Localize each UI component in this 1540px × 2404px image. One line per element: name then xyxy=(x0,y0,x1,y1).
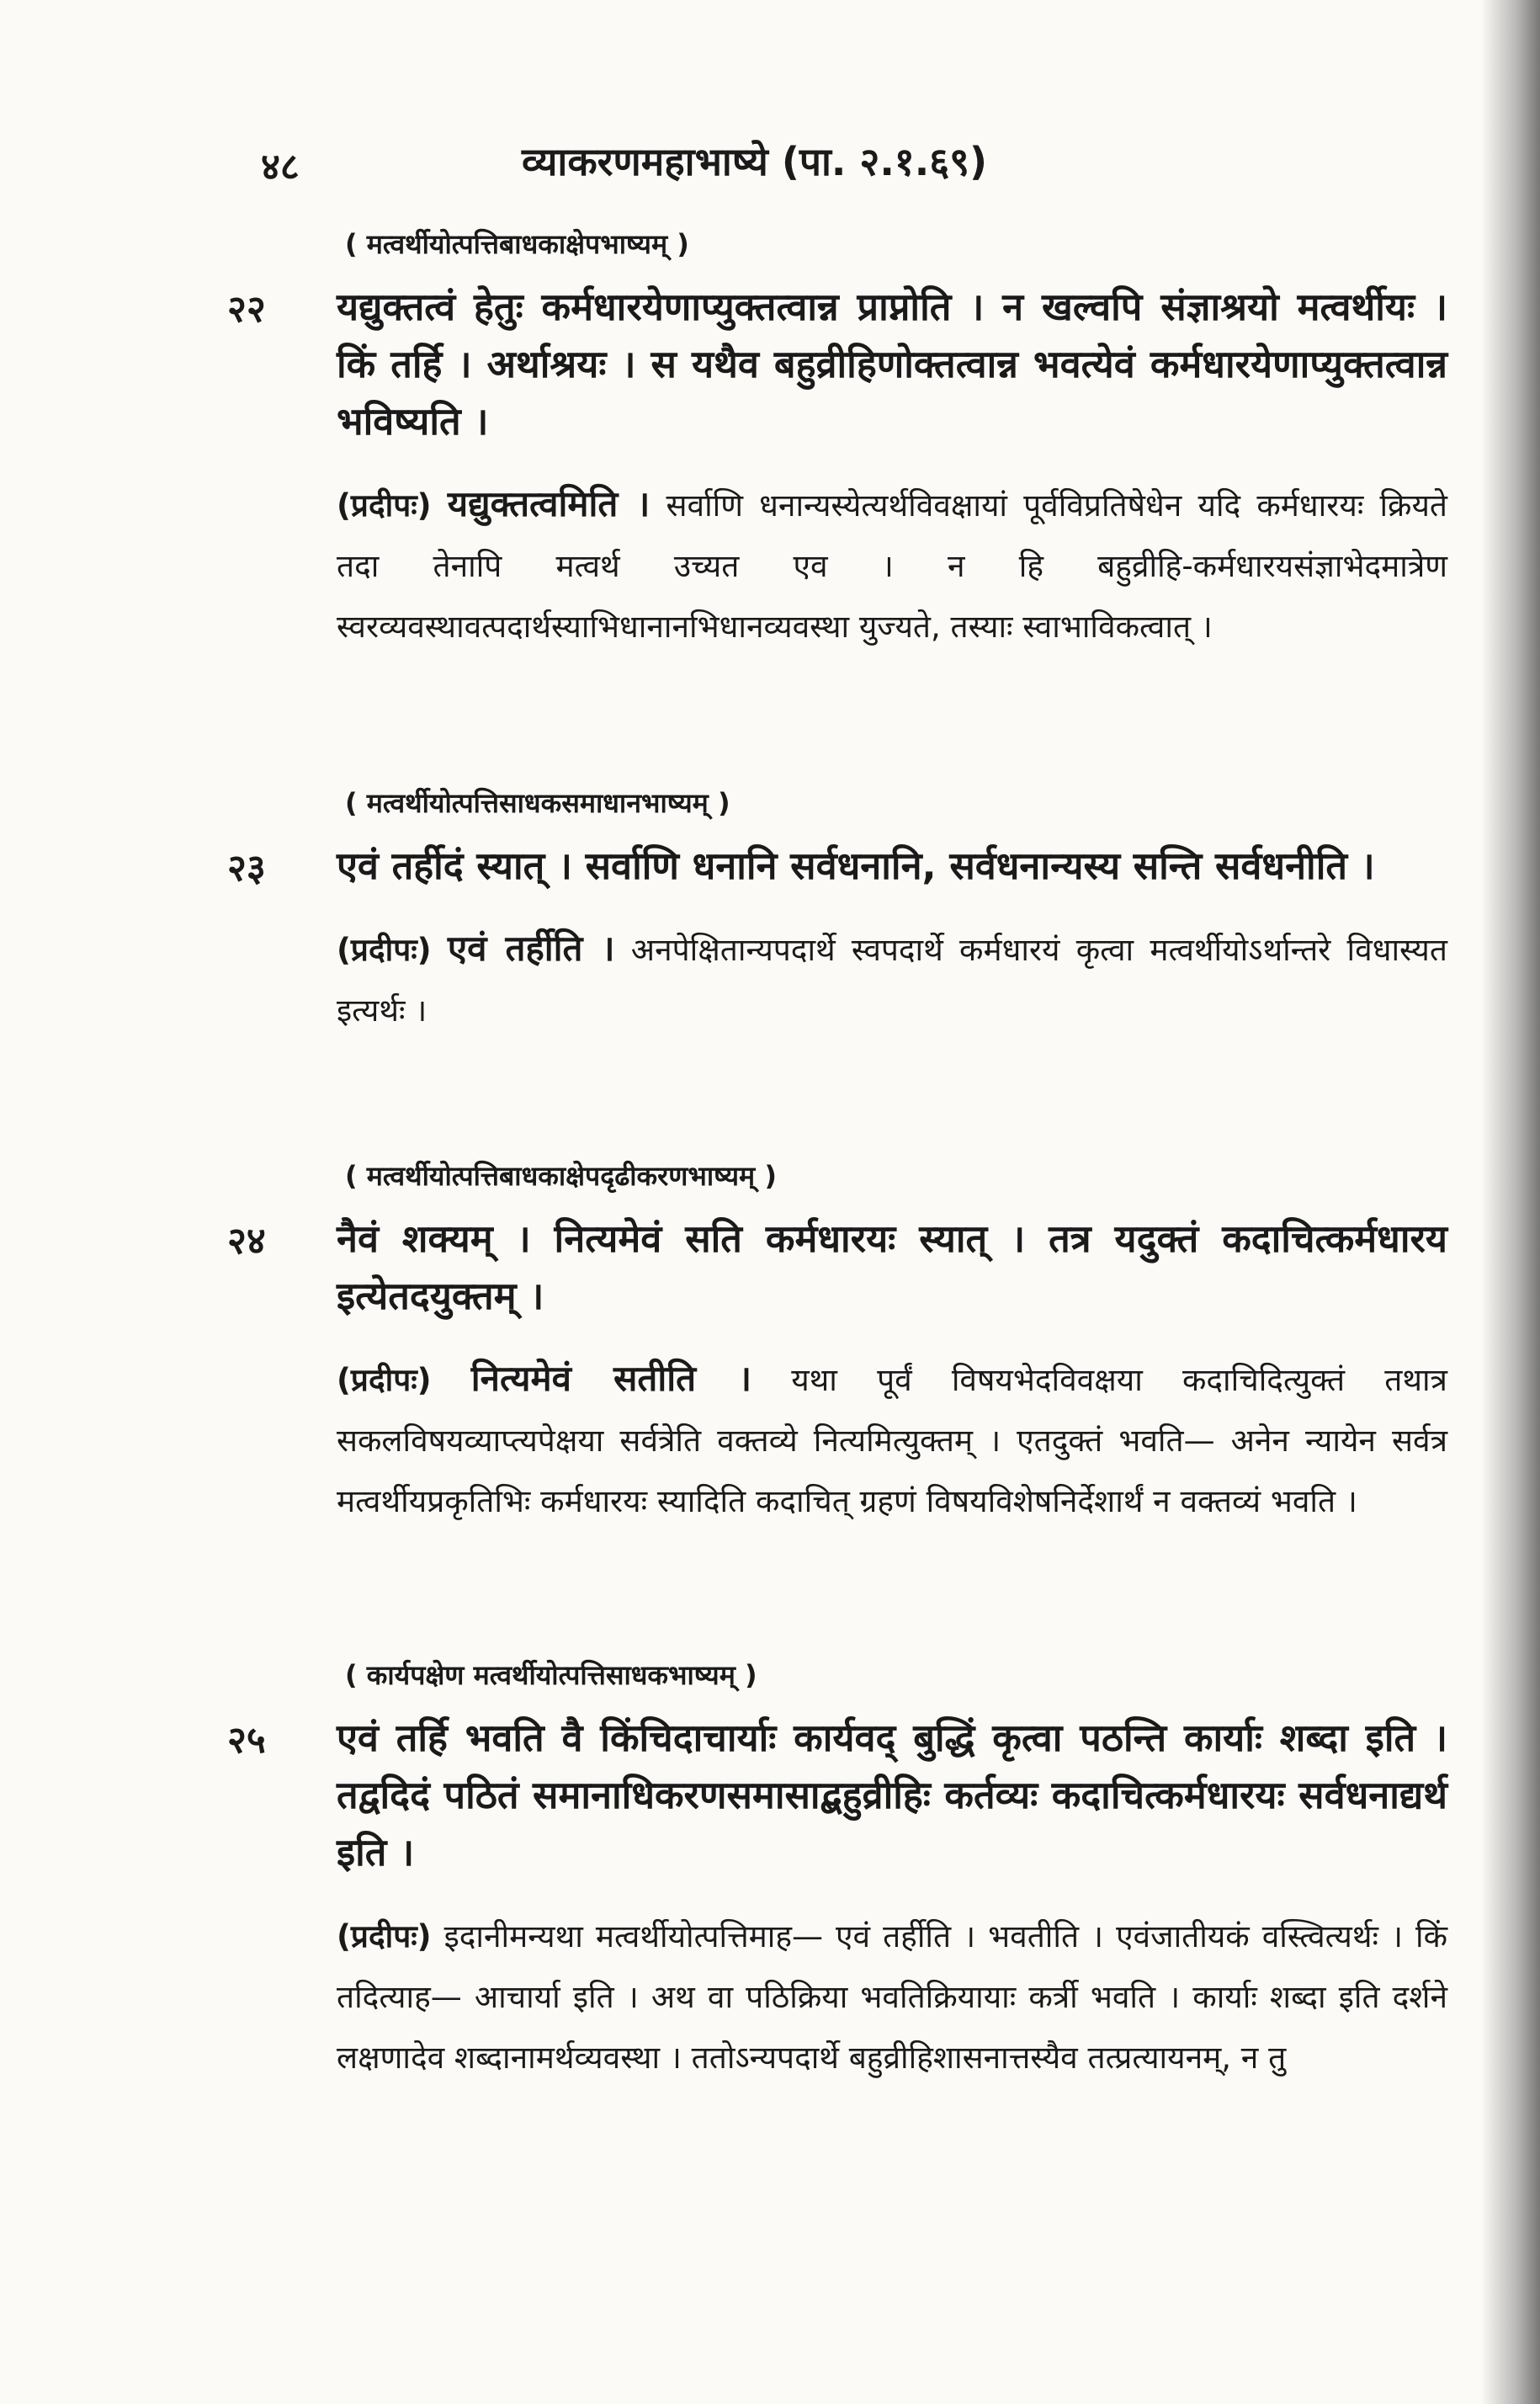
bhashya-text: यद्युक्तत्वं हेतुः कर्मधारयेणाप्युक्तत्वान्न प्राप्नोति । न खल्वपि संज्ञाश्रयो मत्वर्थीयः । किं तर्हि । अर्थाश्रयः । स यथैव बहुव्रीहिणोक्तत्वान्न भवत्येवं कर्मधारयेणाप्युक्तत्वान्न भविष्यति । xyxy=(337,285,1447,444)
bhashya-paragraph xyxy=(227,279,1447,450)
pradipa-label: (प्रदीपः) xyxy=(337,1362,432,1398)
running-title: व्याकरणमहाभाष्ये (पा. २.१.६९) xyxy=(522,139,988,184)
pradipa-text: इदानीमन्यथा मत्वर्थीयोत्पत्तिमाह— एवं तर्हीति । भवतीति । एवंजातीयकं वस्त्वित्यर्थः । किं तदित्याह— आचार्या इति । अथ वा पठिक्रिया भवतिक्रियायाः कर्त्री भवति । कार्याः शब्दा इति दर्शने लक्षणादेव शब्दानामर्थव्यवस्था । ततोऽन्यपदार्थे बहुव्रीहिशासनात्तस्यैव तत्प्रत्यायनम्, न तु xyxy=(337,1918,1447,2076)
section-24 xyxy=(227,1157,1447,1532)
page-edge-shadow xyxy=(1481,0,1540,2404)
section-heading: ( कार्यपक्षेण मत्वर्थीयोत्पत्तिसाधकभाष्यम् ) xyxy=(345,1659,757,1691)
section-heading: ( मत्वर्थीयोत्पत्तिबाधकाक्षेपदृढीकरणभाष्यम् ) xyxy=(345,1160,777,1192)
paragraph-number: २५ xyxy=(227,1719,266,1762)
paragraph-number: २२ xyxy=(227,288,266,331)
section-22 xyxy=(227,226,1447,657)
pradipa-text: सर्वाणि धनान्यस्येत्यर्थविवक्षायां पूर्वविप्रतिषेधेन यदि कर्मधारयः क्रियते तदा तेनापि मत्वर्थ उच्यत एव । न हि बहुव्रीहि-कर्मधारयसंज्ञाभेदमात्रेण स्वरव्यवस्थावत्पदार्थस्याभिधानानभिधानव्यवस्था युज्यते, तस्याः स्वाभाविकत्वात् । xyxy=(337,487,1448,645)
pradipa-commentary xyxy=(337,1348,1447,1532)
pradipa-label: (प्रदीपः) xyxy=(337,1918,432,1955)
section-heading: ( मत्वर्थीयोत्पत्तिबाधकाक्षेपभाष्यम् ) xyxy=(345,228,689,260)
bhashya-text: एवं तर्हि भवति वै किंचिदाचार्याः कार्यवद् बुद्धिं कृत्वा पठन्ति कार्याः शब्दा इति । तद्वदिदं पठितं समानाधिकरणसमासाद्बहुव्रीहिः कर्तव्यः कदाचित्कर्मधारयः सर्वधनाद्यर्थ इति । xyxy=(337,1715,1447,1875)
bhashya-text: नैवं शक्यम् । नित्यमेवं सति कर्मधारयः स्यात् । तत्र यदुक्तं कदाचित्कर्मधारय इत्येतदयुक्तम् । xyxy=(337,1216,1447,1318)
pradipa-lemma: यद्युक्तत्वमिति । xyxy=(447,483,651,524)
bhashya-text: एवं तर्हीदं स्यात् । सर्वाणि धनानि सर्वधनानि, सर्वधनान्यस्य सन्ति सर्वधनीति । xyxy=(337,843,1375,888)
pradipa-label: (प्रदीपः) xyxy=(337,932,432,968)
pradipa-label: (प्रदीपः) xyxy=(337,487,432,524)
pradipa-commentary xyxy=(337,1905,1447,2088)
pradipa-commentary xyxy=(337,474,1447,657)
pradipa-text: अनपेक्षितान्यपदार्थे स्वपदार्थे कर्मधारयं कृत्वा मत्वर्थीयोऽर्थान्तरे विधास्यत इत्यर्थः । xyxy=(337,932,1447,1029)
pradipa-lemma: एवं तर्हीति । xyxy=(447,928,615,969)
bhashya-paragraph xyxy=(227,1710,1447,1881)
bhashya-paragraph xyxy=(227,838,1447,895)
section-23 xyxy=(227,784,1447,1041)
paragraph-number: २४ xyxy=(227,1220,266,1263)
pradipa-lemma: नित्यमेवं सतीति । xyxy=(470,1358,752,1399)
page-number: ४८ xyxy=(261,146,300,189)
bhashya-paragraph xyxy=(227,1210,1447,1325)
pradipa-text: यथा पूर्वं विषयभेदविवक्षया कदाचिदित्युक्तं तथात्र सकलविषयव्याप्त्यपेक्षया सर्वत्रेति वक्तव्ये नित्यमित्युक्तम् । एतदुक्तं भवति— अनेन न्यायेन सर्वत्र मत्वर्थीयप्रकृतिभिः कर्मधारयः स्यादिति कदाचित् ग्रहणं विषयविशेषनिर्देशार्थं न वक्तव्यं भवति । xyxy=(337,1362,1447,1519)
pradipa-commentary xyxy=(337,918,1447,1041)
page-header xyxy=(252,135,1102,194)
section-heading: ( मत्वर्थीयोत्पत्तिसाधकसमाधानभाष्यम् ) xyxy=(345,787,730,819)
section-25 xyxy=(227,1657,1447,2088)
paragraph-number: २३ xyxy=(227,847,266,890)
